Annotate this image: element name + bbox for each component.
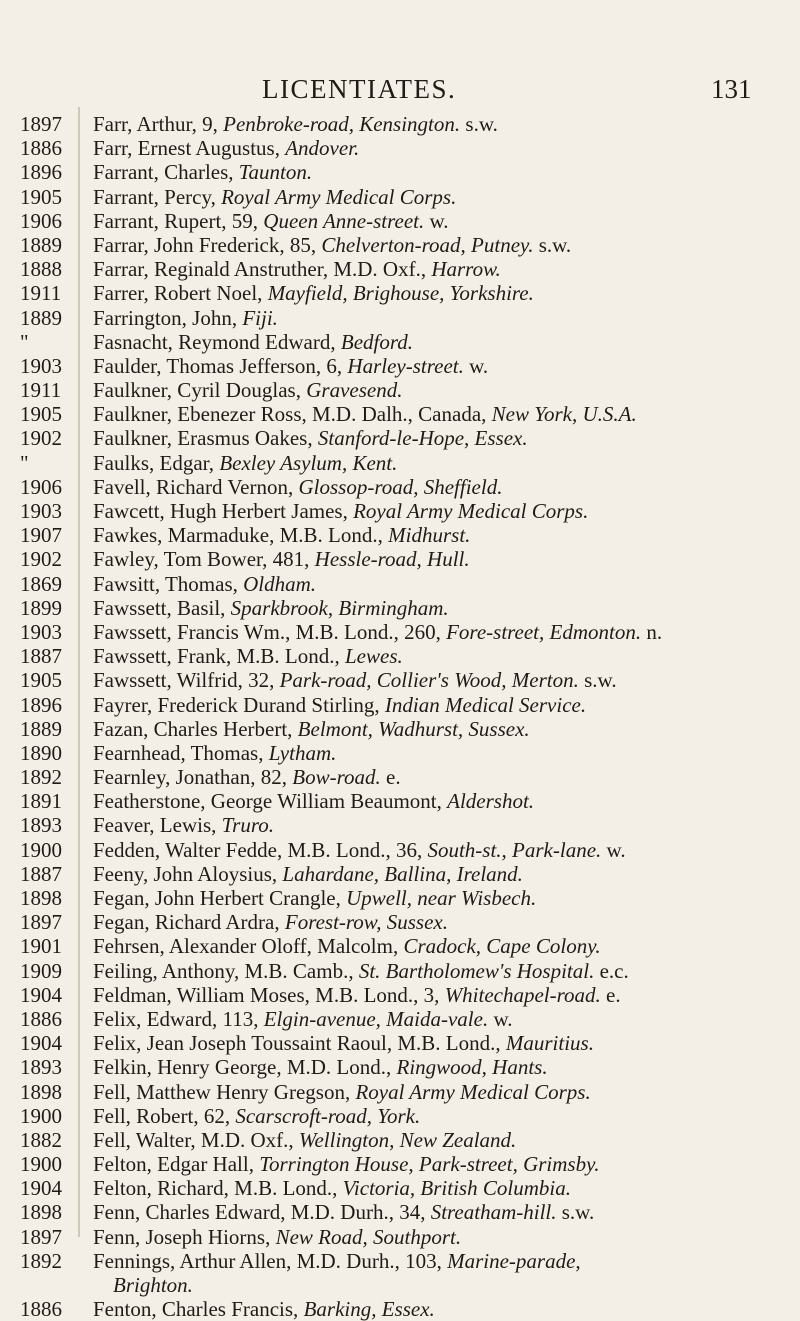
- entry-year: 1911: [20, 281, 62, 306]
- entry-year: 1899: [20, 595, 62, 620]
- entry-address: Gravesend.: [306, 378, 403, 403]
- entry-address: New Road, Southport.: [275, 1224, 462, 1249]
- entry-year: 1904: [20, 982, 62, 1007]
- entry-text: [93, 451, 791, 475]
- entry-text: [93, 547, 791, 571]
- list-item: [0, 209, 800, 233]
- entry-name: Felton, Edgar Hall,: [93, 1152, 260, 1177]
- entry-text: [93, 668, 791, 692]
- entry-name: Fawssett, Basil,: [93, 595, 231, 620]
- entry-address: St. Bartholomew's Hospital.: [358, 958, 595, 983]
- entry-address: New York, U.S.A.: [491, 402, 637, 427]
- entry-year: 1891: [20, 789, 62, 814]
- entry-name: Faulder, Thomas Jefferson, 6,: [93, 353, 348, 378]
- list-item: [0, 112, 800, 136]
- list-item: [0, 1007, 800, 1031]
- entry-address: Belmont, Wadhurst, Sussex.: [297, 716, 530, 741]
- entry-text: [93, 1128, 791, 1152]
- entry-year: 1893: [20, 1055, 62, 1080]
- list-item: [0, 910, 800, 934]
- entry-name: Fedden, Walter Fedde, M.B. Lond., 36,: [93, 837, 428, 862]
- entry-address-continuation: Brighton.: [113, 1272, 193, 1297]
- entry-postal-district: e.: [600, 982, 621, 1007]
- entry-year: 1906: [20, 208, 62, 233]
- entry-name: Felix, Jean Joseph Toussaint Raoul, M.B. Lond.,: [93, 1031, 506, 1056]
- entry-name: Felton, Richard, M.B. Lond.,: [93, 1176, 343, 1201]
- entry-year: 1890: [20, 740, 62, 765]
- entry-year: 1892: [20, 765, 62, 790]
- entry-name: Fearnhead, Thomas,: [93, 740, 269, 765]
- entry-address: Elgin-avenue, Maida-vale.: [263, 1006, 489, 1031]
- entry-postal-district: s.w.: [578, 668, 617, 693]
- entry-name: Felix, Edward, 113,: [93, 1006, 264, 1031]
- entry-address: Scarscroft-road, York.: [235, 1103, 421, 1128]
- running-title: LICENTIATES.: [262, 74, 457, 104]
- entry-name: Fegan, Richard Ardra,: [93, 910, 285, 935]
- list-item: [0, 330, 800, 354]
- entry-name: Farrer, Robert Noel,: [93, 281, 268, 306]
- entry-name: Fearnley, Jonathan, 82,: [93, 765, 293, 790]
- entry-name: Favell, Richard Vernon,: [93, 474, 299, 499]
- list-item: [0, 620, 800, 644]
- entry-name: Farr, Ernest Augustus,: [93, 136, 286, 161]
- list-item: [0, 838, 800, 862]
- list-item: [0, 934, 800, 958]
- list-item: [0, 426, 800, 450]
- entry-text: [93, 1152, 791, 1176]
- entry-text: [93, 789, 791, 813]
- list-item: [0, 572, 800, 596]
- entry-text: [93, 112, 791, 136]
- entry-name: Farrar, Reginald Anstruther, M.D. Oxf.,: [93, 257, 432, 282]
- entry-name: Fazan, Charles Herbert,: [93, 716, 298, 741]
- entry-postal-district: s.w.: [556, 1200, 595, 1225]
- list-item: [0, 1176, 800, 1200]
- entry-name: Fawkes, Marmaduke, M.B. Lond.,: [93, 523, 389, 548]
- list-item: [0, 693, 800, 717]
- entry-address: Oldham.: [243, 571, 317, 596]
- entry-address: Stanford-le-Hope, Essex.: [317, 426, 528, 451]
- entry-address: Bow-road.: [292, 765, 381, 790]
- entry-text: [93, 1055, 791, 1079]
- entry-text: [93, 402, 791, 426]
- entry-address: Harrow.: [431, 257, 501, 282]
- entry-text: [93, 1176, 791, 1200]
- entry-name: Fell, Matthew Henry Gregson,: [93, 1079, 356, 1104]
- entry-address: Sparkbrook, Birmingham.: [230, 595, 449, 620]
- entry-year: 1896: [20, 692, 62, 717]
- licentiate-list: [0, 112, 800, 1321]
- entry-year: 1900: [20, 837, 62, 862]
- list-item: [0, 1152, 800, 1176]
- entry-name: Fawssett, Frank, M.B. Lond.,: [93, 644, 345, 669]
- entry-address: Truro.: [221, 813, 274, 838]
- entry-text: [93, 475, 791, 499]
- entry-year: 1904: [20, 1176, 62, 1201]
- entry-year: 1905: [20, 668, 62, 693]
- entry-name: Fell, Walter, M.D. Oxf.,: [93, 1127, 299, 1152]
- entry-name: Feaver, Lewis,: [93, 813, 222, 838]
- page-number: 131: [711, 74, 752, 104]
- entry-year: 1882: [20, 1127, 62, 1152]
- entry-postal-district: n.: [641, 619, 663, 644]
- entry-text: [93, 1031, 791, 1055]
- page-header: [0, 74, 800, 108]
- entry-name: Fawley, Tom Bower, 481,: [93, 547, 315, 572]
- list-item: [0, 886, 800, 910]
- list-item: [0, 257, 800, 281]
- entry-year: 1897: [20, 1224, 62, 1249]
- entry-year: 1902: [20, 426, 62, 451]
- entry-address: Glossop-road, Sheffield.: [298, 474, 503, 499]
- entry-name: Featherstone, George William Beaumont,: [93, 789, 448, 814]
- list-item: [0, 1031, 800, 1055]
- entry-year: 1900: [20, 1152, 62, 1177]
- entry-address: Marine-parade,: [447, 1248, 581, 1273]
- entry-postal-district: s.w.: [460, 112, 498, 136]
- entry-name: Farrant, Rupert, 59,: [93, 208, 264, 233]
- entry-address: Wellington, New Zealand.: [298, 1127, 517, 1152]
- entry-address: Royal Army Medical Corps.: [355, 1079, 591, 1104]
- entry-year: 1886: [20, 1006, 62, 1031]
- entry-year: 1907: [20, 523, 62, 548]
- entry-address: Mayfield, Brighouse, Yorkshire.: [267, 281, 534, 306]
- entry-text: [93, 354, 791, 378]
- list-item: [0, 499, 800, 523]
- entry-address: Harley-street.: [347, 353, 464, 378]
- list-item: [0, 402, 800, 426]
- list-item: [0, 233, 800, 257]
- entry-name: Fegan, John Herbert Crangle,: [93, 886, 347, 910]
- entry-name: Fehrsen, Alexander Oloff, Malcolm,: [93, 934, 404, 959]
- list-item: [0, 668, 800, 692]
- entry-name: Fawssett, Francis Wm., M.B. Lond., 260,: [93, 619, 447, 644]
- entry-name: Fawcett, Hugh Herbert James,: [93, 499, 354, 523]
- entry-name: Faulkner, Cyril Douglas,: [93, 378, 307, 403]
- entry-postal-district: w.: [488, 1006, 513, 1031]
- entry-text: [93, 257, 791, 281]
- entry-name: Farrar, John Frederick, 85,: [93, 232, 322, 257]
- entry-year: 1897: [20, 112, 62, 136]
- entry-text: [93, 136, 791, 160]
- list-item: [0, 1128, 800, 1152]
- entry-name: Fell, Robert, 62,: [93, 1103, 236, 1128]
- entry-postal-district: e.c.: [594, 958, 629, 983]
- entry-text: [93, 378, 791, 402]
- entry-text: [93, 838, 791, 862]
- entry-address: Lewes.: [345, 644, 403, 669]
- entry-postal-district: e.: [380, 765, 401, 790]
- entry-address: Bexley Asylum, Kent.: [219, 450, 398, 475]
- entry-text: [93, 765, 791, 789]
- entry-year: 1898: [20, 1079, 62, 1104]
- entry-address: Fiji.: [242, 305, 278, 330]
- entry-year: 1888: [20, 257, 62, 282]
- entry-text: [93, 910, 791, 934]
- entry-postal-district: w.: [463, 353, 489, 378]
- entry-text: [93, 306, 791, 330]
- entry-year: ": [20, 329, 29, 354]
- entry-text: [93, 1104, 791, 1128]
- entry-name: Faulks, Edgar,: [93, 450, 220, 475]
- entry-postal-district: w.: [601, 837, 626, 862]
- entry-year: 1898: [20, 886, 62, 910]
- list-item: [0, 862, 800, 886]
- list-item: [0, 765, 800, 789]
- entry-text: [93, 693, 791, 717]
- entry-text: [93, 596, 791, 620]
- entry-text: [93, 983, 791, 1007]
- entry-year: 1904: [20, 1031, 62, 1056]
- entry-year: 1886: [20, 1297, 62, 1321]
- entry-postal-district: w.: [424, 208, 449, 233]
- entry-address: Indian Medical Service.: [384, 692, 587, 717]
- entry-year: 1889: [20, 716, 62, 741]
- entry-name: Farrant, Charles,: [93, 160, 239, 185]
- entry-year: 1886: [20, 136, 62, 161]
- entry-name: Faulkner, Ebenezer Ross, M.D. Dalh., Canada,: [93, 402, 492, 427]
- list-item: [0, 813, 800, 837]
- entry-address: Whitechapel-road.: [444, 982, 601, 1007]
- entry-name: Feeny, John Aloysius,: [93, 861, 283, 886]
- entry-text: [93, 1007, 791, 1031]
- entry-address: Royal Army Medical Corps.: [221, 184, 457, 209]
- entry-text: [93, 741, 791, 765]
- list-item: [0, 1080, 800, 1104]
- entry-address: Aldershot.: [447, 789, 535, 814]
- list-item: [0, 1104, 800, 1128]
- list-item: [0, 1225, 800, 1249]
- entry-address: Mauritius.: [505, 1031, 594, 1056]
- list-item: [0, 160, 800, 184]
- entry-address: Lahardane, Ballina, Ireland.: [282, 861, 523, 886]
- list-item: [0, 644, 800, 668]
- entry-text: [93, 1249, 791, 1297]
- list-item: [0, 1249, 800, 1297]
- entry-name: Fawssett, Wilfrid, 32,: [93, 668, 280, 693]
- entry-text: [93, 160, 791, 184]
- list-item: [0, 378, 800, 402]
- list-item: [0, 959, 800, 983]
- entry-address: Chelverton-road, Putney.: [321, 232, 534, 257]
- entry-name: Fasnacht, Reymond Edward,: [93, 329, 341, 354]
- entry-address: Streatham-hill.: [430, 1200, 557, 1225]
- entry-text: [93, 1080, 791, 1104]
- list-item: [0, 185, 800, 209]
- entry-year: 1902: [20, 547, 62, 572]
- entry-text: [93, 426, 791, 450]
- entry-year: 1906: [20, 474, 62, 499]
- entry-text: [93, 644, 791, 668]
- entry-year: 1905: [20, 402, 62, 427]
- entry-address: Hessle-road, Hull.: [314, 547, 470, 572]
- list-item: [0, 451, 800, 475]
- entry-name: Fenn, Joseph Hiorns,: [93, 1224, 276, 1249]
- list-item: [0, 1200, 800, 1224]
- entry-name: Fennings, Arthur Allen, M.D. Durh., 103,: [93, 1248, 448, 1273]
- list-item: [0, 1297, 800, 1321]
- entry-address: South-st., Park-lane.: [427, 837, 602, 862]
- entry-year: 1903: [20, 499, 62, 523]
- list-item: [0, 596, 800, 620]
- entry-address: Bedford.: [340, 329, 414, 354]
- entry-text: [93, 862, 791, 886]
- entry-year: 1892: [20, 1248, 62, 1273]
- entry-text: [93, 209, 791, 233]
- entry-address: Park-road, Collier's Wood, Merton.: [279, 668, 579, 693]
- entry-name: Farrant, Percy,: [93, 184, 222, 209]
- list-item: [0, 741, 800, 765]
- entry-address: Queen Anne-street.: [263, 208, 425, 233]
- entry-address: Upwell, near Wisbech.: [346, 886, 537, 910]
- entry-address: Royal Army Medical Corps.: [353, 499, 589, 523]
- entry-text: [93, 1200, 791, 1224]
- entry-text: [93, 330, 791, 354]
- entry-year: 1869: [20, 571, 62, 596]
- entry-address: Cradock, Cape Colony.: [403, 934, 601, 959]
- entry-name: Fenton, Charles Francis,: [93, 1297, 304, 1321]
- entry-year: ": [20, 450, 29, 475]
- entry-text: [93, 499, 791, 523]
- list-item: [0, 789, 800, 813]
- entry-name: Fenn, Charles Edward, M.D. Durh., 34,: [93, 1200, 431, 1225]
- entry-year: 1903: [20, 353, 62, 378]
- entry-address: Torrington House, Park-street, Grimsby.: [259, 1152, 600, 1177]
- entry-year: 1903: [20, 619, 62, 644]
- entry-address: Midhurst.: [388, 523, 471, 548]
- entry-address: Andover.: [285, 136, 360, 161]
- entry-name: Fayrer, Frederick Durand Stirling,: [93, 692, 385, 717]
- list-item: [0, 306, 800, 330]
- list-item: [0, 1055, 800, 1079]
- entry-address: Penbroke-road, Kensington.: [223, 112, 461, 136]
- entry-address: Ringwood, Hants.: [396, 1055, 548, 1080]
- entry-year: 1901: [20, 934, 62, 959]
- entry-text: [93, 1225, 791, 1249]
- entry-year: 1889: [20, 232, 62, 257]
- entry-year: 1911: [20, 378, 62, 403]
- entry-text: [93, 1297, 791, 1321]
- entry-year: 1909: [20, 958, 62, 983]
- entry-address: Forest-row, Sussex.: [284, 910, 448, 935]
- entry-text: [93, 813, 791, 837]
- entry-address: Lytham.: [268, 740, 337, 765]
- entry-name: Farrington, John,: [93, 305, 243, 330]
- entry-year: 1887: [20, 644, 62, 669]
- list-item: [0, 281, 800, 305]
- entry-text: [93, 523, 791, 547]
- entry-address: Victoria, British Columbia.: [342, 1176, 571, 1201]
- list-item: [0, 523, 800, 547]
- entry-name: Farr, Arthur, 9,: [93, 112, 224, 136]
- entry-address: Taunton.: [238, 160, 313, 185]
- entry-name: Faulkner, Erasmus Oakes,: [93, 426, 318, 451]
- entry-year: 1887: [20, 861, 62, 886]
- entry-text: [93, 572, 791, 596]
- entry-name: Feldman, William Moses, M.B. Lond., 3,: [93, 982, 445, 1007]
- entry-address: Fore-street, Edmonton.: [446, 619, 642, 644]
- entry-year: 1905: [20, 184, 62, 209]
- entry-text: [93, 717, 791, 741]
- entry-text: [93, 281, 791, 305]
- list-item: [0, 475, 800, 499]
- entry-text: [93, 886, 791, 910]
- entry-text: [93, 620, 791, 644]
- list-item: [0, 136, 800, 160]
- entry-year: 1898: [20, 1200, 62, 1225]
- list-item: [0, 547, 800, 571]
- entry-year: 1896: [20, 160, 62, 185]
- entry-postal-district: s.w.: [533, 232, 572, 257]
- entry-year: 1889: [20, 305, 62, 330]
- entry-text: [93, 185, 791, 209]
- entry-name: Fawsitt, Thomas,: [93, 571, 244, 596]
- entry-year: 1893: [20, 813, 62, 838]
- list-item: [0, 983, 800, 1007]
- entry-name: Felkin, Henry George, M.D. Lond.,: [93, 1055, 397, 1080]
- entry-text: [93, 233, 791, 257]
- entry-address: Barking, Essex.: [303, 1297, 435, 1321]
- entry-name: Feiling, Anthony, M.B. Camb.,: [93, 958, 359, 983]
- list-item: [0, 354, 800, 378]
- entry-text: [93, 934, 791, 958]
- list-item: [0, 717, 800, 741]
- entry-year: 1897: [20, 910, 62, 935]
- entry-year: 1900: [20, 1103, 62, 1128]
- entry-text: [93, 959, 791, 983]
